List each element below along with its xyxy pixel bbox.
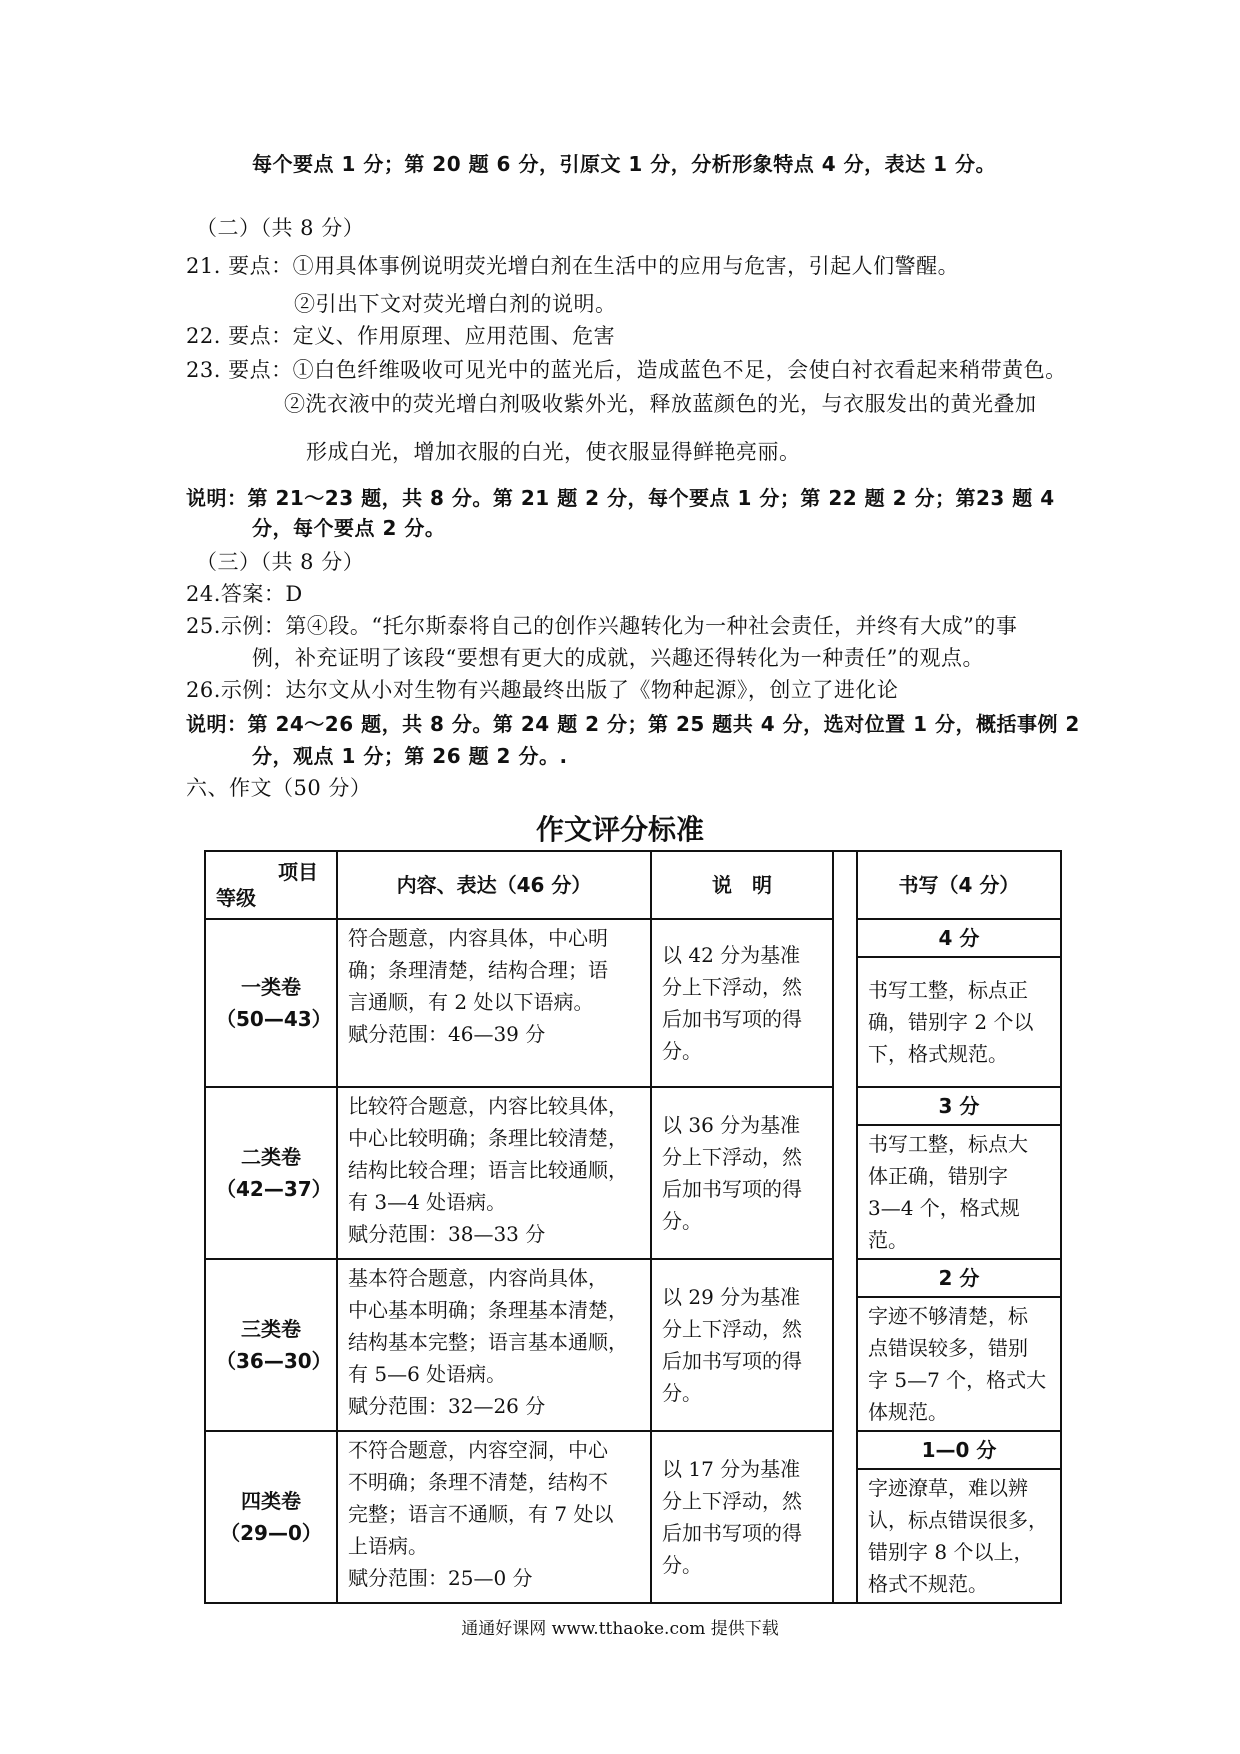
content-line: 基本符合题意，内容尚具体， bbox=[348, 1266, 608, 1290]
content-line: 中心比较明确；条理比较清楚， bbox=[348, 1126, 628, 1150]
section-heading: （三）（共 8 分） bbox=[196, 550, 365, 574]
writing-line: 3—4 个，格式规范。 bbox=[868, 1196, 1020, 1252]
header-item-level-cell bbox=[205, 851, 337, 919]
grade-range: （50—43） bbox=[216, 1007, 332, 1031]
note-line: 分。 bbox=[662, 1209, 702, 1233]
answer-line: 例，补充证明了该段“要想有更大的成就，兴趣还得转化为一种责任”的观点。 bbox=[252, 646, 984, 670]
grade-cell bbox=[205, 1431, 337, 1603]
note-line: 分。 bbox=[662, 1381, 702, 1405]
writing-line: 字迹不够清楚，标 bbox=[868, 1304, 1028, 1328]
scoring-note-line: 说明：第 21～23 题，共 8 分。第 21 题 2 分，每个要点 1 分；第 22 题 2 分；第23 题 4 bbox=[186, 486, 1055, 510]
section-heading: （二）（共 8 分） bbox=[196, 216, 365, 240]
note-line: 以 36 分为基准 bbox=[662, 1113, 801, 1137]
writing-score: 4 分 bbox=[857, 919, 1061, 957]
header-item: 项目 bbox=[278, 860, 318, 884]
content-cell bbox=[337, 1087, 651, 1259]
writing-line: 确，错别字 2 个以 bbox=[868, 1010, 1034, 1034]
note-cell bbox=[651, 1259, 833, 1431]
scoring-note-line: 分，每个要点 2 分。 bbox=[252, 516, 446, 540]
note-cell bbox=[651, 1431, 833, 1603]
content-line: 结构基本完整；语言基本通顺， bbox=[348, 1330, 628, 1354]
writing-score: 3 分 bbox=[857, 1087, 1061, 1125]
note-line: 以 17 分为基准 bbox=[662, 1457, 801, 1481]
grade-cell bbox=[205, 1259, 337, 1431]
writing-line: 体规范。 bbox=[868, 1400, 948, 1424]
content-line: 赋分范围：32—26 分 bbox=[348, 1394, 546, 1418]
answer-line: 24.答案：D bbox=[186, 582, 303, 606]
header-note: 说 明 bbox=[651, 851, 833, 919]
content-line: 不符合题意，内容空洞，中心 bbox=[348, 1438, 608, 1462]
grade-name: 四类卷 bbox=[241, 1489, 301, 1513]
note-line: 分。 bbox=[662, 1553, 702, 1577]
content-line: 不明确；条理不清楚，结构不 bbox=[348, 1470, 608, 1494]
note-cell bbox=[651, 1087, 833, 1259]
writing-score: 2 分 bbox=[857, 1259, 1061, 1297]
answer-line: ②洗衣液中的荧光增白剂吸收紫外光，释放蓝颜色的光，与衣服发出的黄光叠加 bbox=[284, 392, 1037, 416]
grade-cell bbox=[205, 919, 337, 1087]
content-line: 赋分范围：38—33 分 bbox=[348, 1222, 546, 1246]
content-line: 有 3—4 处语病。 bbox=[348, 1190, 507, 1214]
grade-range: （42—37） bbox=[216, 1177, 332, 1201]
writing-line: 字 5—7 个，格式大 bbox=[868, 1368, 1047, 1392]
answer-line: 形成白光，增加衣服的白光，使衣服显得鲜艳亮丽。 bbox=[306, 440, 801, 464]
content-cell bbox=[337, 1431, 651, 1603]
writing-cell bbox=[857, 1297, 1061, 1431]
writing-line: 下，格式规范。 bbox=[868, 1042, 1008, 1066]
scoring-note-line: 每个要点 1 分；第 20 题 6 分，引原文 1 分，分析形象特点 4 分，表达 1 分。 bbox=[252, 152, 996, 176]
table-row bbox=[205, 1087, 1061, 1125]
content-line: 确；条理清楚，结构合理；语 bbox=[348, 958, 608, 982]
scoring-note-line: 说明：第 24～26 题，共 8 分。第 24 题 2 分；第 25 题共 4 分，选对位置 1 分，概括事例 2 bbox=[186, 712, 1080, 736]
content-line: 结构比较合理；语言比较通顺， bbox=[348, 1158, 628, 1182]
writing-score: 1—0 分 bbox=[857, 1431, 1061, 1469]
writing-line: 书写工整，标点大 bbox=[868, 1132, 1028, 1156]
grade-name: 一类卷 bbox=[241, 975, 301, 999]
content-cell bbox=[337, 919, 651, 1087]
content-line: 中心基本明确；条理基本清楚， bbox=[348, 1298, 628, 1322]
writing-line: 点错误较多，错别 bbox=[868, 1336, 1028, 1360]
content-line: 言通顺，有 2 处以下语病。 bbox=[348, 990, 594, 1014]
writing-line: 格式不规范。 bbox=[868, 1572, 988, 1596]
scoring-table bbox=[204, 850, 1062, 1604]
writing-line: 体正确，错别字 bbox=[868, 1164, 1008, 1188]
note-line: 后加书写项的得 bbox=[662, 1007, 802, 1031]
note-line: 后加书写项的得 bbox=[662, 1521, 802, 1545]
table-title: 作文评分标准 bbox=[535, 813, 704, 846]
note-line: 分上下浮动，然 bbox=[662, 1489, 802, 1513]
grade-range: （29—0） bbox=[220, 1521, 322, 1545]
grade-name: 三类卷 bbox=[241, 1317, 301, 1341]
note-line: 分上下浮动，然 bbox=[662, 1145, 802, 1169]
grade-name: 二类卷 bbox=[241, 1145, 301, 1169]
section-heading: 六、作文（50 分） bbox=[186, 776, 372, 800]
writing-line: 书写工整，标点正 bbox=[868, 978, 1028, 1002]
writing-cell bbox=[857, 1125, 1061, 1259]
note-line: 分上下浮动，然 bbox=[662, 1317, 802, 1341]
writing-line: 字迹潦草，难以辨 bbox=[868, 1476, 1028, 1500]
content-cell bbox=[337, 1259, 651, 1431]
answer-line: 26.示例：达尔文从小对生物有兴趣最终出版了《物种起源》，创立了进化论 bbox=[186, 678, 899, 702]
content-line: 上语病。 bbox=[348, 1534, 428, 1558]
content-line: 符合题意，内容具体，中心明 bbox=[348, 926, 608, 950]
writing-line: 错别字 8 个以上， bbox=[868, 1540, 1034, 1564]
writing-cell bbox=[857, 957, 1061, 1087]
note-cell bbox=[651, 919, 833, 1087]
header-level: 等级 bbox=[216, 886, 256, 910]
note-line: 后加书写项的得 bbox=[662, 1177, 802, 1201]
answer-line: ②引出下文对荧光增白剂的说明。 bbox=[294, 292, 617, 316]
separator-column bbox=[833, 851, 857, 1603]
note-line: 分。 bbox=[662, 1039, 702, 1063]
answer-line: 22. 要点：定义、作用原理、应用范围、危害 bbox=[186, 324, 616, 348]
table-row bbox=[205, 919, 1061, 957]
note-line: 以 42 分为基准 bbox=[662, 943, 801, 967]
content-line: 赋分范围：25—0 分 bbox=[348, 1566, 533, 1590]
note-line: 以 29 分为基准 bbox=[662, 1285, 801, 1309]
answer-line: 25.示例：第④段。“托尔斯泰将自己的创作兴趣转化为一种社会责任，并终有大成”的事 bbox=[186, 614, 1018, 638]
writing-cell bbox=[857, 1469, 1061, 1603]
table-row bbox=[205, 1259, 1061, 1297]
table-header-row bbox=[205, 851, 1061, 919]
note-line: 后加书写项的得 bbox=[662, 1349, 802, 1373]
grade-range: （36—30） bbox=[216, 1349, 332, 1373]
note-line: 分上下浮动，然 bbox=[662, 975, 802, 999]
grade-cell bbox=[205, 1087, 337, 1259]
scoring-note-line: 分，观点 1 分；第 26 题 2 分。. bbox=[252, 744, 568, 768]
answer-line: 23. 要点：①白色纤维吸收可见光中的蓝光后，造成蓝色不足，会使白衬衣看起来稍带黄色。 bbox=[186, 358, 1067, 382]
content-line: 赋分范围：46—39 分 bbox=[348, 1022, 546, 1046]
page-footer: 通通好课网 www.tthaoke.com 提供下载 bbox=[461, 1619, 779, 1639]
content-line: 完整；语言不通顺，有 7 处以 bbox=[348, 1502, 614, 1526]
writing-line: 认，标点错误很多， bbox=[868, 1508, 1048, 1532]
content-line: 有 5—6 处语病。 bbox=[348, 1362, 507, 1386]
header-writing: 书写（4 分） bbox=[857, 851, 1061, 919]
table-row bbox=[205, 1431, 1061, 1469]
header-content: 内容、表达（46 分） bbox=[337, 851, 651, 919]
content-line: 比较符合题意，内容比较具体， bbox=[348, 1094, 628, 1118]
answer-line: 21. 要点：①用具体事例说明荧光增白剂在生活中的应用与危害，引起人们警醒。 bbox=[186, 254, 960, 278]
